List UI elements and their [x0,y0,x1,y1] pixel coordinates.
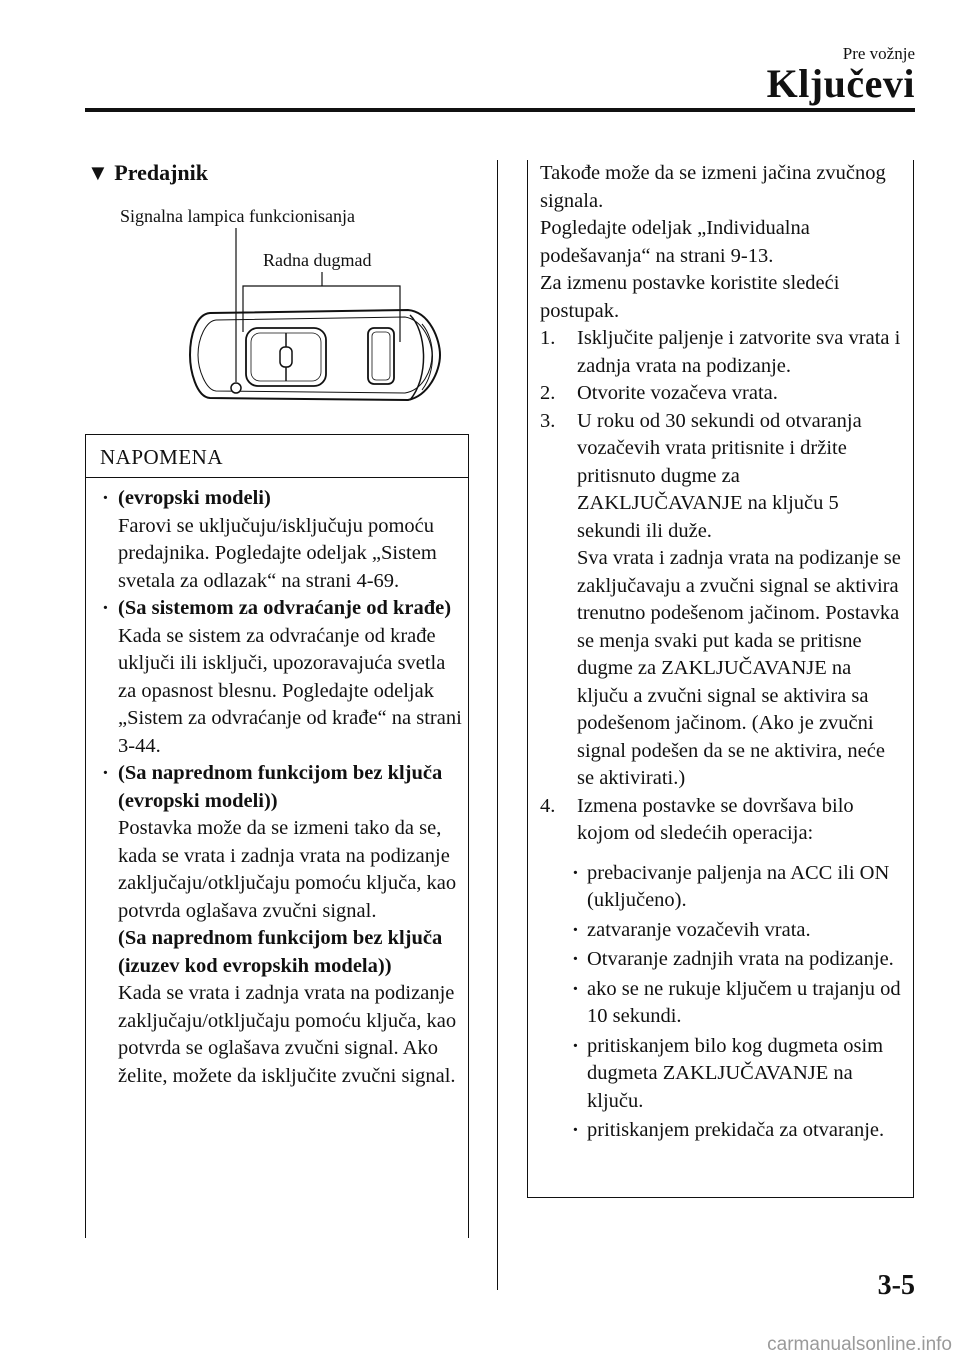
sub-item-text: zatvaranje vozačevih vrata. [587,918,811,941]
section-label: Pre vožnje [842,44,915,63]
procedure-step [540,408,905,793]
column-divider [497,160,498,1290]
sub-item-text: pritiskanjem prekidača za otvaranje. [587,1119,885,1141]
sub-item [540,1033,905,1116]
step-text: Izmena postavke se dovršava bilo kojom od sledećih operacija: [577,794,854,844]
leader-bracket-buttons [243,286,400,342]
triangle-marker-icon: ▼ [87,160,109,185]
step-number: 1. [540,327,556,349]
note-item [100,595,468,760]
sub-item-text: pritiskanjem bilo kog dugmeta osim dugmeta ZAKLJUČAVANJE na ključu. [587,1034,884,1112]
intro-text: Za izmenu postavke koristite sledeći postupak. [540,272,840,322]
procedure-step [540,793,905,848]
procedure-box [527,160,914,1198]
note-title: NAPOMENA [86,435,468,478]
section-heading-text: Predajnik [114,160,208,185]
bullet-icon: · [102,597,109,619]
bullet-icon: · [572,948,579,970]
note-item-title: (Sa sistemom za odvraćanje od krađe) [118,597,452,619]
key-fob-icon [190,310,440,400]
label-operating-buttons: Radna dugmad [263,250,372,270]
bullet-icon: · [102,487,109,509]
sub-item [540,860,905,915]
sub-item-text: Otvaranje zadnjih vrata na podizanje. [587,948,894,970]
note-item [100,760,468,1090]
note-item [100,485,468,595]
section-heading [87,160,208,186]
step-text: Isključite paljenje i zatvorite sva vrata i zadnja vrata na podizanje. [577,327,901,377]
page-number: 3-5 [877,1270,915,1301]
note-item-title: (Sa naprednom funkcijom bez ključa (izuzev kod evropskih modela)) [118,927,443,977]
intro-text: Pogledajte odeljak „Individualna podešavanja“ na strani 9-13. [540,217,810,267]
bullet-icon: · [572,861,579,884]
bullet-icon: · [572,1119,579,1141]
step-text: Otvorite vozačeva vrata. [577,382,778,404]
sub-item-text: prebacivanje paljenja na ACC ili ON (uključeno). [587,861,890,911]
sub-item-text: ako se ne rukuje ključem u trajanju od 10 sekundi. [587,977,901,1027]
step-text: Sva vrata i zadnja vrata na podizanje se zaključavaju a zvučni signal se aktivira trenutno podešenom jačinom. Postavka se menja svaki put kada se pritisne dugme za ZAKLJUČAVANJE na ključu a zvučni signal se aktivira sa podešenom jačinom. (Ako je zvučni signal podešen da se ne aktivira, neće se aktivirati.) [577,547,901,789]
signal-lamp-icon [231,383,241,393]
step-number: 3. [540,409,556,432]
key-transmitter-figure [110,200,460,415]
page-title: Ključevi [766,61,915,106]
procedure-step [540,325,905,380]
sub-item [540,1117,905,1145]
sub-item [540,946,905,974]
note-item-text: Farovi se uključuju/isključuju pomoću predajnika. Pogledajte odeljak „Sistem svetala za odlazak“ na strani 4-69. [118,514,437,592]
bullet-icon: · [572,1034,579,1057]
step-number: 4. [540,794,556,817]
step-text: U roku od 30 sekundi od otvaranja vozačevih vrata pritisnite i držite pritisnuto dugme za ZAKLJUČAVANJE na ključu 5 sekundi ili duže. [577,409,862,542]
sub-item [540,917,905,945]
bullet-icon: · [572,977,579,1000]
header-rule [85,108,915,112]
note-item-text: Kada se sistem za odvraćanje od krađe uključi ili isključi, upozoravajuća svetla za opasnost blesnu. Pogledajte odeljak „Sistem za odvraćanje od krađe“ na strani 3-44. [118,624,462,757]
note-item-title: (Sa naprednom funkcijom bez ključa (evropski modeli)) [118,762,443,812]
procedure-step [540,380,905,408]
watermark-text: carmanualsonline.info [767,1334,952,1355]
bullet-icon: · [572,918,579,941]
bullet-icon: · [102,762,109,784]
note-item-text: Postavka može da se izmeni tako da se, kada se vrata i zadnja vrata na podizanje zaključaju/otključaju pomoću ključa, kao potvrda oglašava zvučni signal. [118,817,457,922]
note-item-title: (evropski modeli) [118,487,271,509]
note-box [85,434,469,1238]
label-signal-lamp: Signalna lampica funkcionisanja [120,206,355,226]
note-item-text: Kada se vrata i zadnja vrata na podizanje zaključaju/otključaju pomoću ključa, kao potvrda se oglašava zvučni signal. Ako želite, možete da isključite zvučni signal. [118,982,457,1087]
intro-text: Takođe može da se izmeni jačina zvučnog signala. [540,162,886,212]
sub-item [540,976,905,1031]
step-number: 2. [540,382,556,404]
